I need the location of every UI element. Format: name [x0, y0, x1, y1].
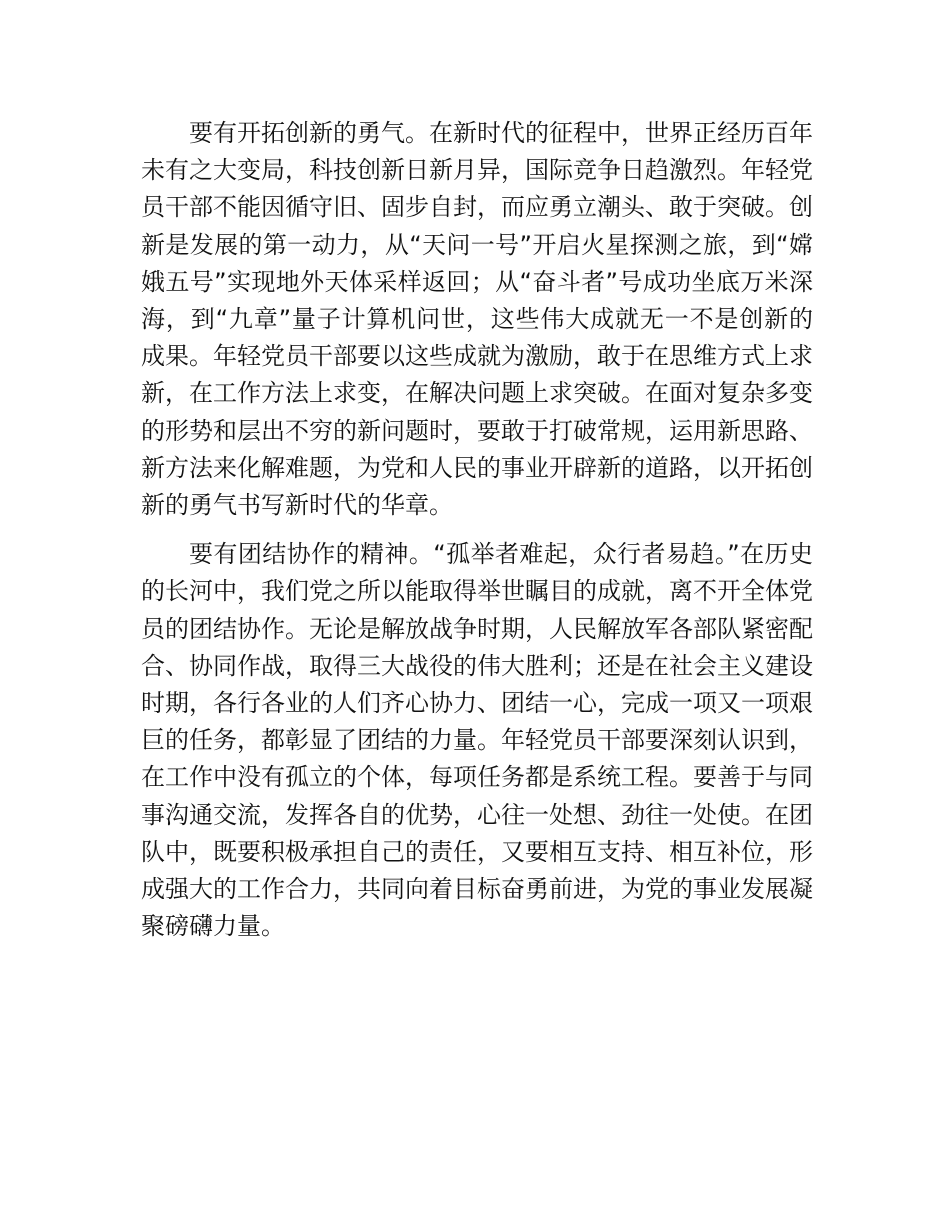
paragraph-teamwork: 要有团结协作的精神。“孤举者难起，众行者易趋。”在历史的长河中，我们党之所以能取得举世瞩目的成就，离不开全体党员的团结协作。无论是解放战争时期，人民解放军各部队紧密配合、协同作战，取得三大战役的伟大胜利；还是在社会主义建设时期，各行各业的人们齐心协力、团结一心，完成一项又一项艰巨的任务，都彰显了团结的力量。年轻党员干部要深刻认识到，在工作中没有孤立的个体，每项任务都是系统工程。要善于与同事沟通交流，发挥各自的优势，心往一处想、劲往一处使。在团队中，既要积极承担自己的责任，又要相互支持、相互补位，形成强大的工作合力，共同向着目标奋勇前进，为党的事业发展凝聚磅礴力量。: [141, 540, 813, 941]
paragraph-innovation: 要有开拓创新的勇气。在新时代的征程中，世界正经历百年未有之大变局，科技创新日新月异，国际竞争日趋激烈。年轻党员干部不能因循守旧、固步自封，而应勇立潮头、敢于突破。创新是发展的第一动力，从“天问一号”开启火星探测之旅，到“嫦娥五号”实现地外天体采样返回；从“奋斗者”号成功坐底万米深海，到“九章”量子计算机问世，这些伟大成就无一不是创新的成果。年轻党员干部要以这些成就为激励，敢于在思维方式上求新，在工作方法上求变，在解决问题上求突破。在面对复杂多变的形势和层出不穷的新问题时，要敢于打破常规，运用新思路、新方法来化解难题，为党和人民的事业开辟新的道路，以开拓创新的勇气书写新时代的华章。: [141, 119, 813, 520]
document-body: [141, 115, 813, 945]
